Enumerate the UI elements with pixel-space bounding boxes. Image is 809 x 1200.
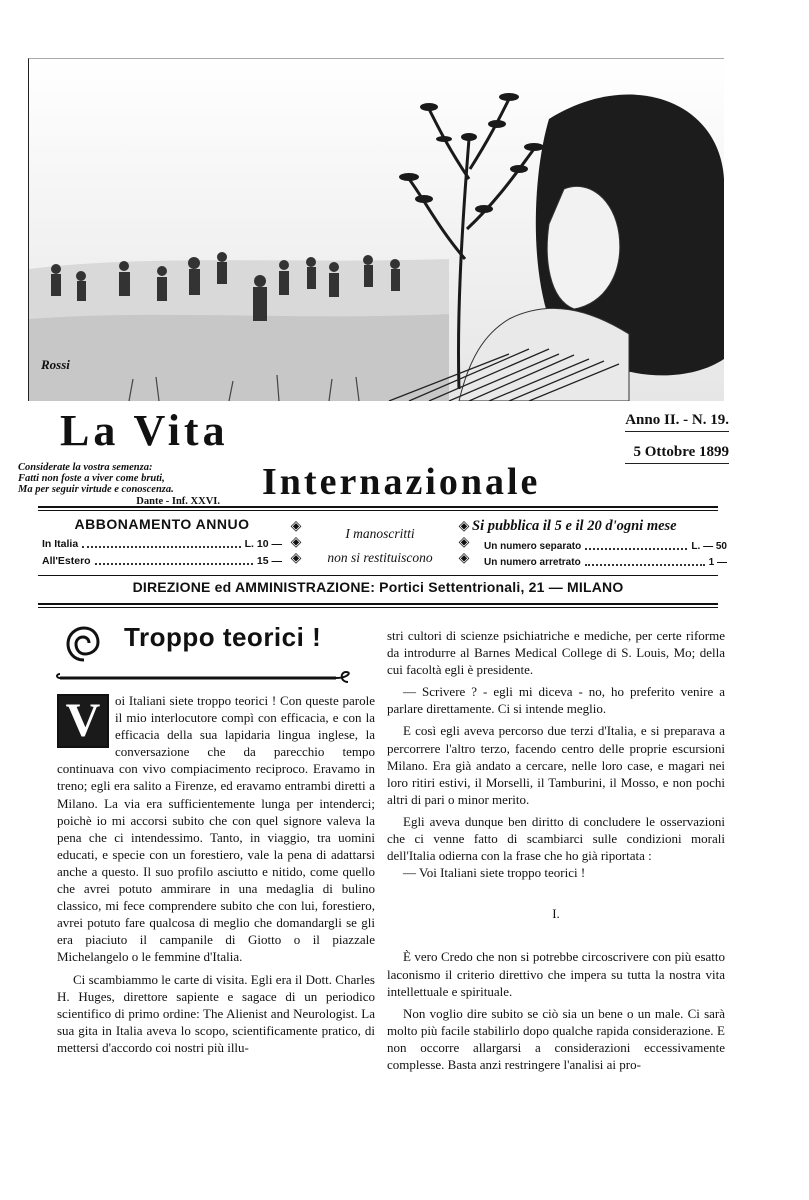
leader-dots	[585, 539, 687, 550]
issue-info	[625, 412, 729, 476]
price-row	[472, 555, 727, 571]
epigraph-attribution: Dante - Inf. XXVI.	[136, 496, 220, 507]
article-paragraph: oi Italiani siete troppo teorici ! Con queste parole il mio interlocutore compì con efficacia, e con la efficacia della sua lapidaria lingua inglese, la conversazione che da parecchio tempo continuava con vivo compiacimento reciproco. Eravamo in treno; egli era salito a Firenze, ed eravamo entrambi diretti a Milano. La via era sufficientemente lunga per intenderci; poichè io mi accorsi subito che con quel signore valeva la pena che ci intendessimo. Tanto, in viaggio, tra uomini educati, e specie con un forestiero, vale la pena di adattarsi anche a questo. Il suo profilo asciutto e nitido, come quello che avrei potuto ammirare in una medaglia di bulino classico, mi fece comprendere subito che con lui, forestiero, avrei potuto fare qualcosa di meglio che domandargli se gli era piaciuto il campanile di Giotto o il piazzale Michelangelo o le femmine d'Italia.	[57, 693, 375, 965]
subscription-row	[42, 553, 282, 570]
epigraph	[18, 462, 238, 507]
administration-address: DIREZIONE ed AMMINISTRAZIONE: Portici Settentrionali, 21 — MILANO	[132, 579, 624, 595]
price-label: Un numero arretrato	[484, 557, 581, 568]
rule-middle	[38, 575, 718, 576]
rule-top	[38, 506, 718, 511]
leader-dots	[585, 555, 705, 566]
ornament-divider-icon: ◈ ◈ ◈	[290, 518, 302, 566]
article-paragraph: E così egli aveva percorso due terzi d'Italia, e si preparava a percorrere l'altro terzo, facendo centro delle proprie escursioni Milano. Era già andato a cercare, nelle loro case, e magari nei loro ritiri estivi, il Morselli, il Tamburini, il Mosso, e non pochi altri di pari o minor merito.	[387, 723, 725, 807]
subscription-row	[42, 536, 282, 553]
issue-number: Anno II. - N. 19.	[625, 412, 729, 432]
price-row	[472, 539, 727, 555]
price-value: L. — 50	[691, 541, 727, 552]
masthead-subtitle: Internazionale	[262, 461, 541, 503]
publication-box	[472, 518, 727, 571]
article-title: Troppo teorici !	[124, 622, 322, 652]
manuscripts-line: non si restituiscono	[327, 550, 433, 565]
epigraph-line: Considerate la vostra semenza:	[18, 462, 153, 473]
rule-bottom	[38, 603, 718, 608]
issue-date: 5 Ottobre 1899	[625, 444, 729, 464]
ornamental-rule-icon	[56, 670, 356, 684]
subscription-price: 15 —	[256, 555, 282, 567]
subscription-label: All'Estero	[42, 555, 91, 567]
leader-dots	[95, 553, 253, 565]
article-paragraph: — Voi Italiani siete troppo teorici !	[403, 865, 586, 881]
article-paragraph: Ci scambiammo le carte di visita. Egli era il Dott. Charles H. Huges, direttore sapiente e sagace di un periodico scientifico di primo ordine: The Alienist and Neurologist. La sua gita in Italia aveva lo scopo, scientificamente pratico, di mettersi d'accordo coi nostri più illu-	[57, 971, 375, 1055]
article-column-right	[387, 627, 725, 1073]
leader-dots	[82, 536, 240, 548]
article-column-left	[57, 692, 375, 1056]
article-paragraph: stri cultori di scienze psichiatriche e mediche, per certe riforme da introdurre al Barnes Medical College di S. Louis, Mo; della cui facoltà egli è presidente.	[387, 628, 725, 678]
subscription-label: In Italia	[42, 538, 79, 550]
price-label: Un numero separato	[484, 541, 582, 552]
subscription-box	[42, 516, 282, 570]
subscription-price: L. 10 —	[244, 538, 282, 550]
epigraph-line: Ma per seguir virtude e conoscenza.	[18, 484, 174, 495]
allegorical-illustration	[29, 59, 724, 401]
swirl-ornament-icon	[64, 624, 104, 664]
article-paragraph: Egli aveva dunque ben diritto di concludere le osservazioni che ci venne fatto di scambiarci sulle condizioni morali dell'Italia odierna con la frase che ho già riportata :	[387, 813, 725, 864]
manuscripts-line: I manoscritti	[345, 526, 415, 541]
article-paragraph: — Scrivere ? - egli mi diceva - no, ho preferito venire a parlare direttamente. Ci si intende meglio.	[387, 684, 725, 717]
ornament-divider-icon: ◈ ◈ ◈	[458, 518, 470, 566]
subscription-heading: ABBONAMENTO ANNUO	[74, 516, 250, 532]
drop-cap: V	[57, 694, 109, 748]
artist-signature: Rossi	[41, 357, 70, 372]
masthead-illustration	[28, 58, 724, 401]
manuscripts-notice	[300, 522, 460, 570]
section-number: I.	[552, 906, 560, 922]
epigraph-line: Fatti non foste a viver come bruti,	[18, 473, 165, 484]
article-paragraph: È vero Credo che non si potrebbe circoscrivere con più esatto laconismo il criterio direttivo che impera su tutta la nostra vita intellettuale e spirituale.	[387, 949, 725, 999]
publication-heading: Si pubblica il 5 e il 20 d'ogni mese	[472, 518, 677, 534]
article-paragraph: Non voglio dire subito se ciò sia un bene o un male. Ci sarà molto più facile stabilirlo dopo qualche rapida considerazione. E non occorre allargarsi a considerazioni eccessivamente complesse. Basta anzi restringere l'analisi ai pro-	[387, 1005, 725, 1072]
price-value: 1 —	[708, 557, 727, 568]
masthead-title: La Vita	[60, 406, 229, 455]
